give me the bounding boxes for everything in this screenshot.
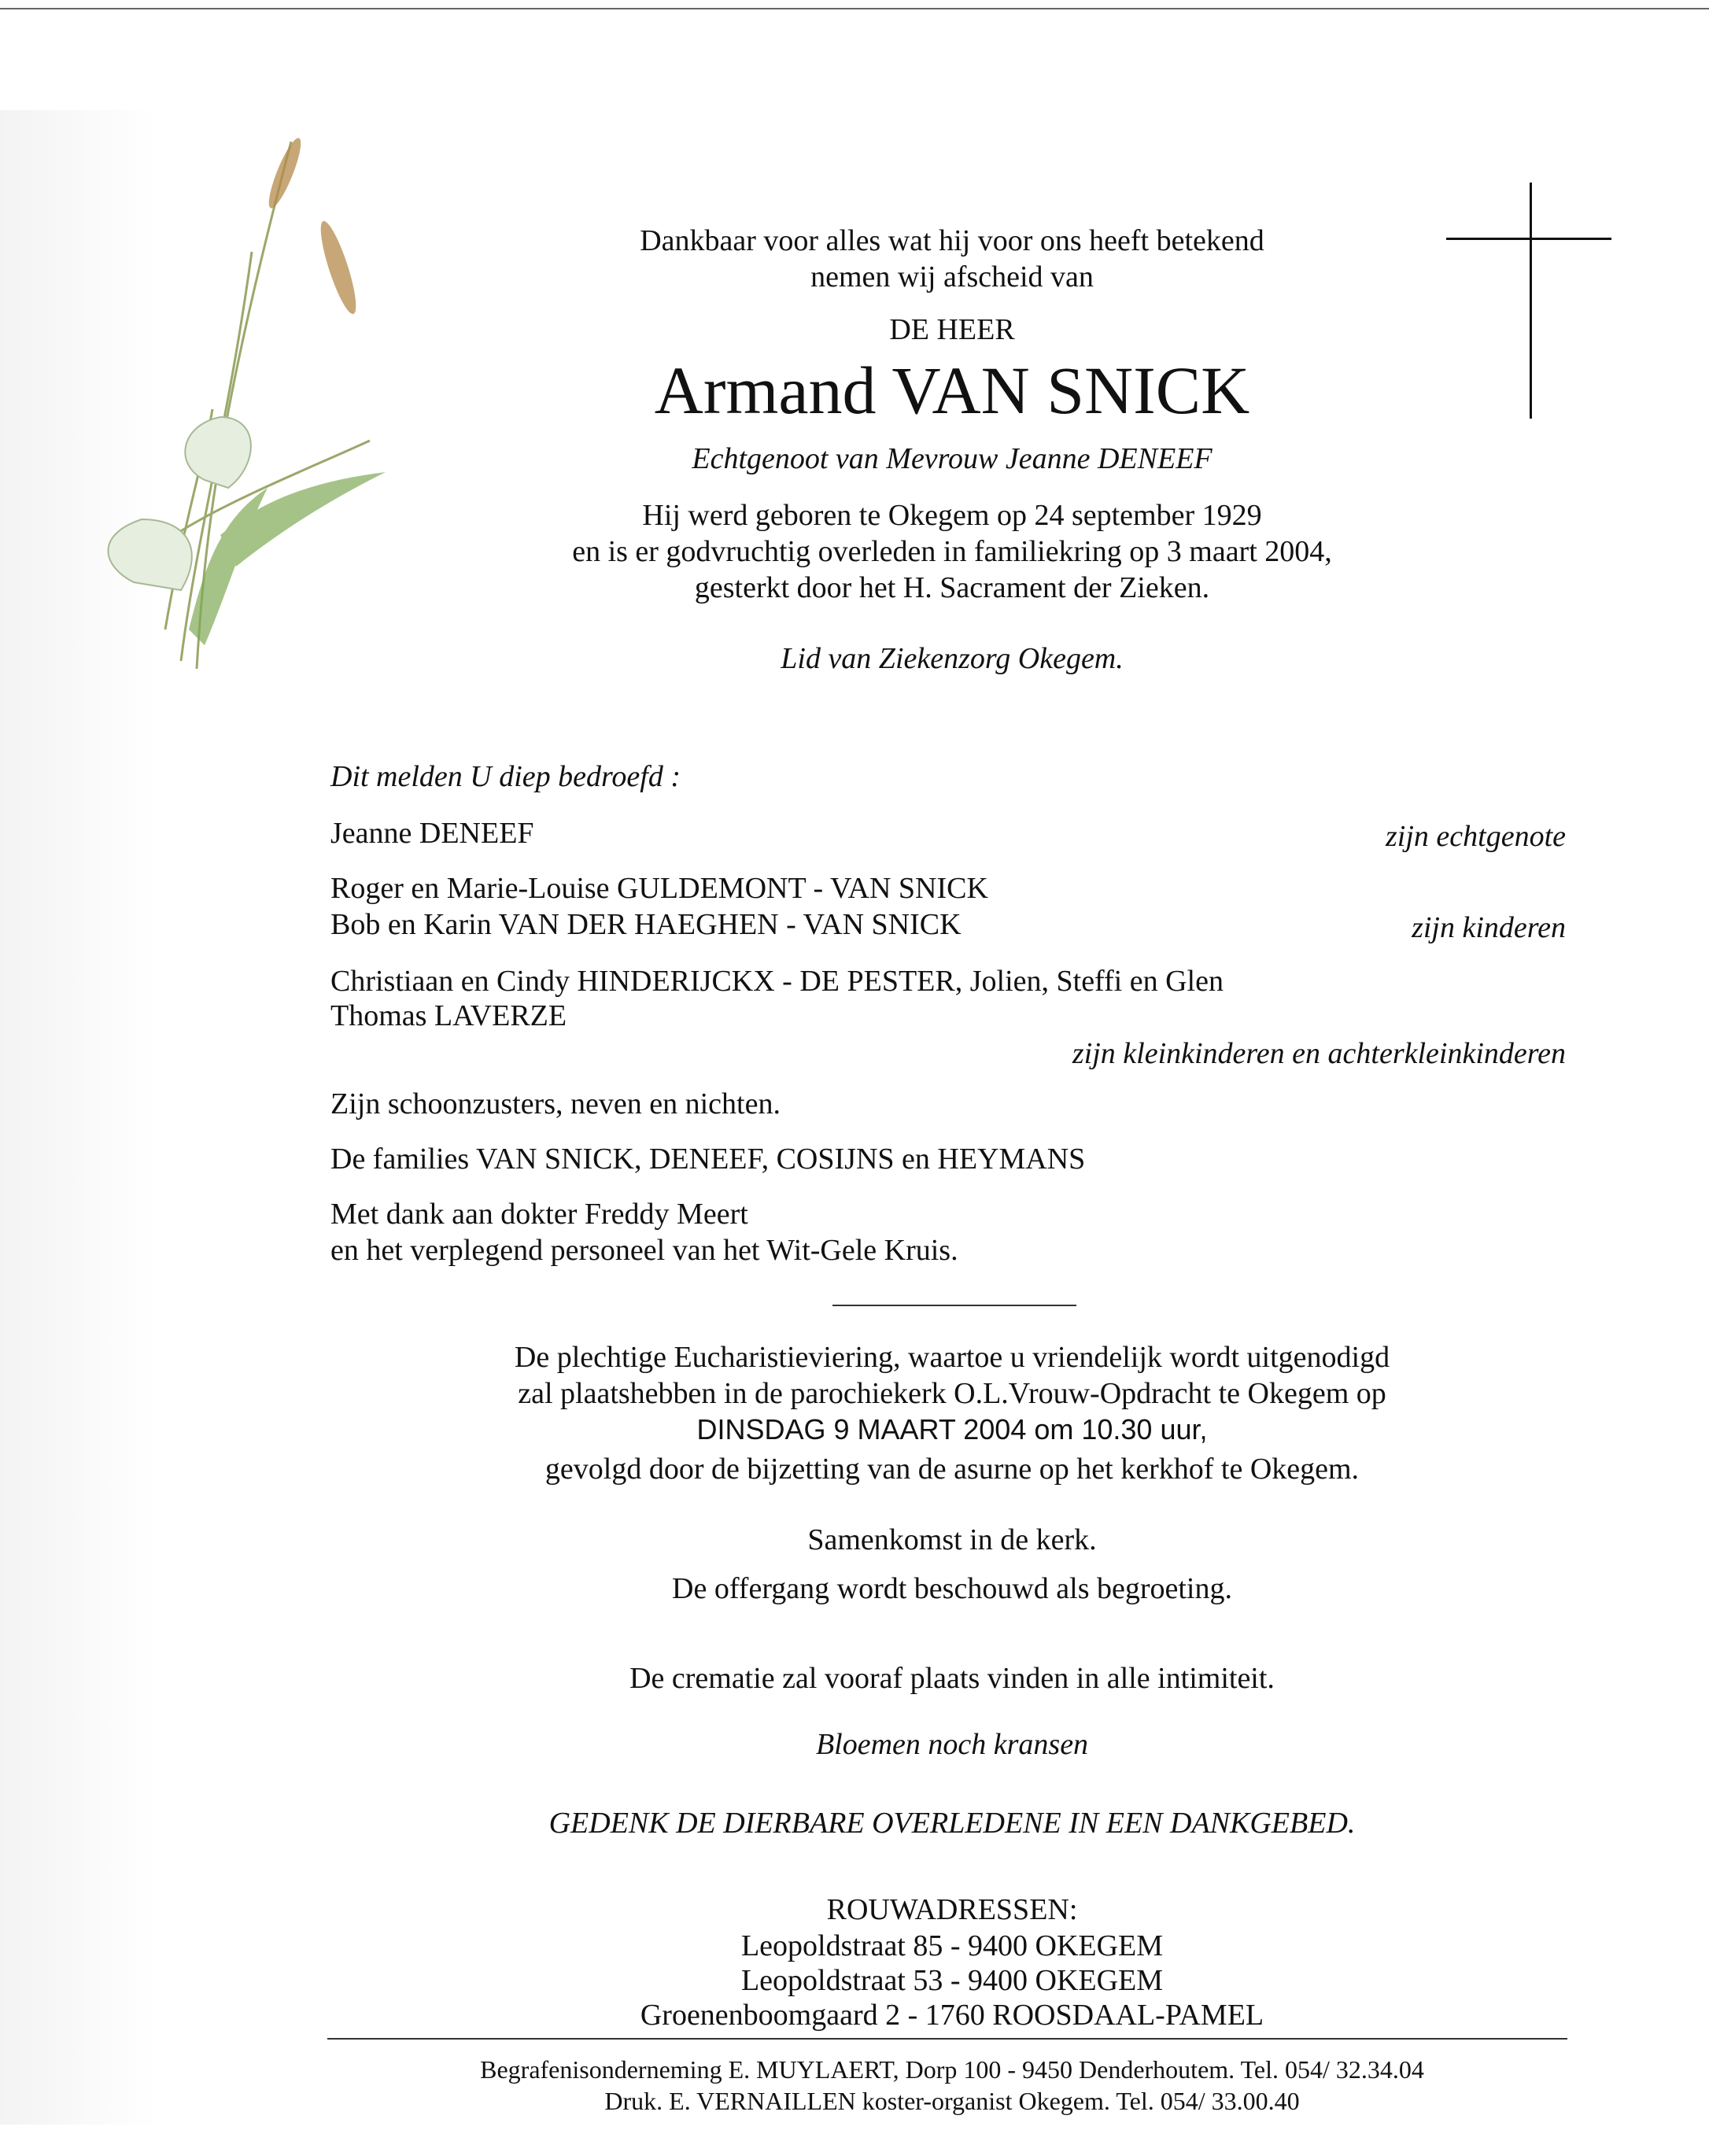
announce-heading: Dit melden U diep bedroefd : (330, 760, 681, 793)
family-grandchildren-1: Christiaan en Cindy HINDERIJCKX - DE PESTER, Jolien, Steffi en Glen (330, 965, 1224, 998)
top-rule (0, 8, 1709, 9)
family-grandchildren-2: Thomas LAVERZE (330, 999, 567, 1032)
bio-line-1: Hij werd geboren te Okegem op 24 september 1929 (642, 499, 1262, 532)
family-spouse-rel: zijn echtgenote (1386, 820, 1566, 853)
separator-short (832, 1305, 1076, 1306)
gathering-line-2: De offergang wordt beschouwd als begroeting. (672, 1572, 1232, 1605)
lily-wheat-illustration (87, 126, 386, 677)
address-3: Groenenboomgaard 2 - 1760 ROOSDAAL-PAMEL (640, 1999, 1264, 2032)
deceased-name: Armand VAN SNICK (654, 353, 1250, 428)
footer-line-1: Begrafenisonderneming E. MUYLAERT, Dorp 100 - 9450 Denderhoutem. Tel. 054/ 32.34.04 (480, 2055, 1424, 2084)
flowers-note: Bloemen noch kransen (815, 1728, 1089, 1761)
footer-line-2: Druk. E. VERNAILLEN koster-organist Okegem. Tel. 054/ 33.00.40 (604, 2087, 1300, 2115)
cremation-note: De crematie zal vooraf plaats vinden in alle intimiteit. (629, 1662, 1275, 1695)
family-thanks-1: Met dank aan dokter Freddy Meert (330, 1198, 748, 1231)
family-grandchildren-rel: zijn kleinkinderen en achterkleinkinderen (1072, 1037, 1566, 1070)
ceremony-date: DINSDAG 9 MAART 2004 om 10.30 uur, (696, 1413, 1208, 1445)
intro-line-2: nemen wij afscheid van (810, 260, 1094, 293)
bio-line-3: gesterkt door het H. Sacrament der Zieken. (694, 571, 1210, 604)
family-children-rel: zijn kinderen (1412, 911, 1566, 944)
ceremony-line-1: De plechtige Eucharistieviering, waartoe u vriendelijk wordt uitgenodigd (514, 1341, 1390, 1374)
family-families: De families VAN SNICK, DENEEF, COSIJNS en HEYMANS (330, 1143, 1086, 1176)
ceremony-after: gevolgd door de bijzetting van de asurne op het kerkhof te Okegem. (544, 1453, 1360, 1486)
bio-line-2: en is er godvruchtig overleden in familiekring op 3 maart 2004, (572, 535, 1332, 568)
honorific: DE HEER (889, 313, 1015, 346)
family-spouse: Jeanne DENEEF (330, 817, 534, 850)
ceremony-line-2: zal plaatshebben in de parochiekerk O.L.Vrouw-Opdracht te Okegem op (518, 1377, 1386, 1410)
family-child-1: Roger en Marie-Louise GULDEMONT - VAN SNICK (330, 872, 988, 905)
family-child-2: Bob en Karin VAN DER HAEGHEN - VAN SNICK (330, 908, 962, 941)
gathering-line-1: Samenkomst in de kerk. (807, 1523, 1097, 1556)
family-thanks-2: en het verplegend personeel van het Wit-Gele Kruis. (330, 1234, 958, 1267)
membership: Lid van Ziekenzorg Okegem. (781, 642, 1124, 675)
cross-icon (1530, 183, 1532, 419)
addresses-heading: ROUWADRESSEN: (826, 1893, 1078, 1926)
family-in-laws: Zijn schoonzusters, neven en nichten. (330, 1087, 781, 1120)
remembrance-note: GEDENK DE DIERBARE OVERLEDENE IN EEN DANKGEBED. (548, 1807, 1356, 1840)
spouse-line: Echtgenoot van Mevrouw Jeanne DENEEF (692, 442, 1213, 475)
intro-line-1: Dankbaar voor alles wat hij voor ons heeft betekend (640, 224, 1264, 257)
address-2: Leopoldstraat 53 - 9400 OKEGEM (740, 1964, 1164, 1997)
address-1: Leopoldstraat 85 - 9400 OKEGEM (740, 1929, 1164, 1962)
footer-rule (327, 2038, 1567, 2040)
